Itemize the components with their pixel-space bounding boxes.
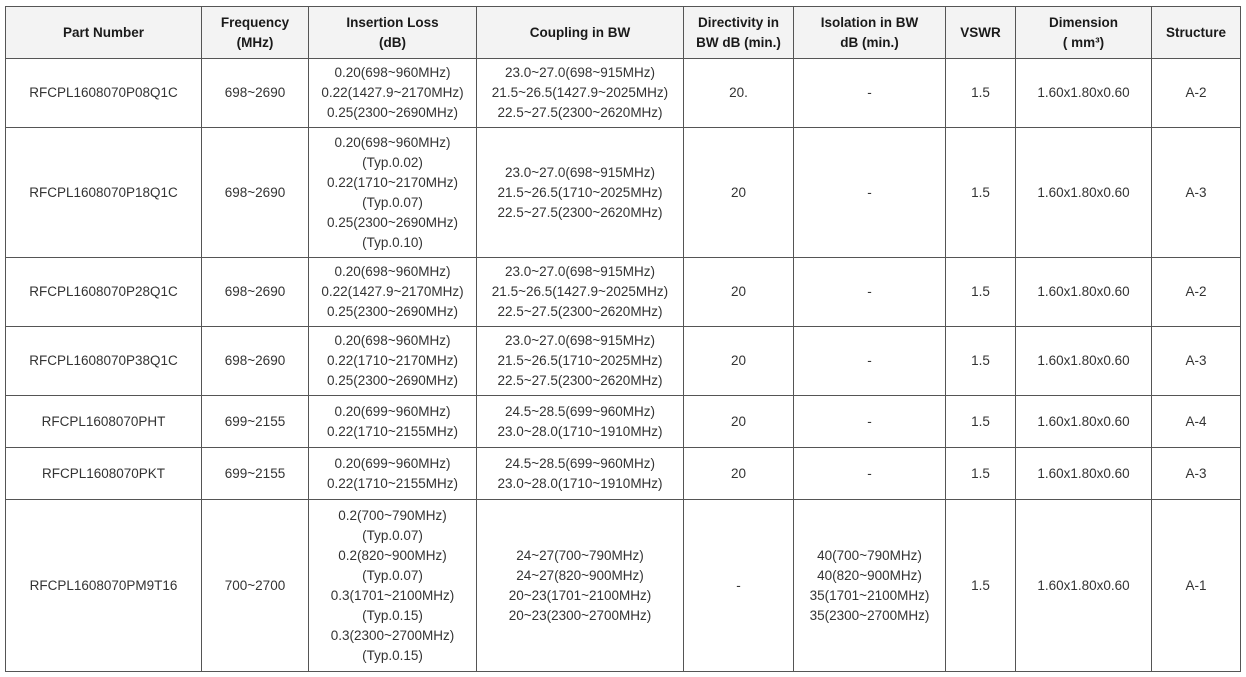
cell-text: 1.60x1.80x0.60 [1037, 413, 1130, 429]
cell-text: 1.60x1.80x0.60 [1037, 85, 1130, 100]
header-text: Isolation in BW [820, 14, 919, 30]
cell-text: 1.60x1.80x0.60 [1037, 353, 1130, 368]
dimension-cell [1016, 128, 1152, 258]
cell-text: 699~2155 [224, 465, 286, 481]
isolation-cell [794, 327, 946, 396]
cell-text: 23.0~27.0(698~915MHz) [504, 333, 656, 348]
header-isolation [794, 7, 946, 59]
cell-text: 22.5~27.5(2300~2620MHz) [497, 373, 663, 388]
cell-text: 699~2155 [224, 413, 286, 429]
header-text: Coupling in BW [529, 24, 631, 40]
cell-text: - [736, 577, 741, 593]
structure-cell [1152, 448, 1241, 500]
header-row [6, 7, 1241, 59]
header-text: VSWR [960, 24, 1001, 40]
insertion-loss-cell [309, 500, 477, 672]
frequency-cell [202, 448, 309, 500]
cell-text: 20 [730, 353, 747, 368]
cell-text: 20 [730, 413, 747, 429]
cell-text: 1.5 [971, 184, 990, 200]
header-text: Directivity in [697, 14, 780, 30]
cell-text: 1.60x1.80x0.60 [1037, 577, 1130, 593]
cell-text: - [867, 85, 872, 100]
spec-table [5, 6, 1241, 672]
directivity-cell [684, 128, 794, 258]
cell-text: 23.0~27.0(698~915MHz) [504, 65, 656, 80]
coupling-cell [477, 448, 684, 500]
header-text: BW dB (min.) [696, 34, 781, 50]
cell-text: 1.5 [971, 465, 990, 481]
coupling-cell [477, 396, 684, 448]
table-row [6, 396, 1241, 448]
insertion-loss-cell [309, 59, 477, 128]
cell-text: 1.5 [971, 284, 990, 299]
cell-text: 20. [729, 85, 748, 100]
cell-text: 23.0~27.0(698~915MHz) [504, 164, 656, 180]
cell-text: (Typ.0.10) [362, 234, 423, 250]
insertion-loss-cell [309, 258, 477, 327]
cell-text: 35(1701~2100MHz) [809, 587, 930, 603]
part-number-cell [6, 448, 202, 500]
cell-text: 698~2690 [224, 85, 286, 100]
part-number-cell [6, 396, 202, 448]
part-number-cell [6, 327, 202, 396]
cell-text: 20~23(2300~2700MHz) [508, 607, 652, 623]
header-part-number [6, 7, 202, 59]
cell-text: 0.25(2300~2690MHz) [327, 304, 458, 319]
cell-text: 0.25(2300~2690MHz) [327, 105, 458, 120]
structure-cell [1152, 396, 1241, 448]
cell-text: A-1 [1185, 577, 1207, 593]
frequency-cell [202, 258, 309, 327]
header-insertion-loss [309, 7, 477, 59]
coupling-cell [477, 258, 684, 327]
part-number-cell [6, 59, 202, 128]
header-text: (MHz) [236, 34, 274, 50]
cell-text: - [867, 353, 872, 368]
cell-text: 21.5~26.5(1710~2025MHz) [497, 184, 663, 200]
cell-text: A-3 [1185, 184, 1207, 200]
cell-text: 698~2690 [224, 284, 286, 299]
dimension-cell [1016, 59, 1152, 128]
isolation-cell [794, 59, 946, 128]
header-dimension [1016, 7, 1152, 59]
structure-cell [1152, 500, 1241, 672]
insertion-loss-cell [309, 396, 477, 448]
cell-text: (Typ.0.02) [362, 154, 423, 170]
coupling-cell [477, 500, 684, 672]
directivity-cell [684, 396, 794, 448]
header-text: Dimension [1048, 14, 1118, 30]
isolation-cell [794, 128, 946, 258]
structure-cell [1152, 327, 1241, 396]
table-row [6, 500, 1241, 672]
vswr-cell [946, 327, 1016, 396]
vswr-cell [946, 396, 1016, 448]
cell-text: 0.22(1710~2170MHz) [327, 353, 458, 368]
vswr-cell [946, 500, 1016, 672]
cell-text: RFCPL1608070P28Q1C [29, 284, 178, 299]
part-number-cell [6, 258, 202, 327]
cell-text: 0.20(698~960MHz) [334, 333, 451, 348]
cell-text: 0.20(699~960MHz) [334, 455, 451, 471]
table-row [6, 448, 1241, 500]
table-row [6, 327, 1241, 396]
dimension-cell [1016, 258, 1152, 327]
cell-text: 21.5~26.5(1427.9~2025MHz) [491, 284, 669, 299]
cell-text: 700~2700 [224, 577, 286, 593]
coupling-cell [477, 327, 684, 396]
cell-text: 1.60x1.80x0.60 [1037, 465, 1130, 481]
cell-text: 0.2(820~900MHz) [338, 547, 447, 563]
header-vswr [946, 7, 1016, 59]
cell-text: 0.22(1427.9~2170MHz) [321, 85, 464, 100]
directivity-cell [684, 448, 794, 500]
table-body [6, 59, 1241, 672]
cell-text: 0.20(698~960MHz) [334, 65, 451, 80]
cell-text: A-2 [1185, 85, 1207, 100]
cell-text: 24.5~28.5(699~960MHz) [504, 455, 656, 471]
isolation-cell [794, 500, 946, 672]
cell-text: 20 [730, 465, 747, 481]
cell-text: (Typ.0.07) [362, 194, 423, 210]
cell-text: 21.5~26.5(1710~2025MHz) [497, 353, 663, 368]
cell-text: 22.5~27.5(2300~2620MHz) [497, 204, 663, 220]
cell-text: 20 [730, 284, 747, 299]
structure-cell [1152, 59, 1241, 128]
vswr-cell [946, 448, 1016, 500]
coupling-cell [477, 59, 684, 128]
dimension-cell [1016, 327, 1152, 396]
vswr-cell [946, 128, 1016, 258]
structure-cell [1152, 258, 1241, 327]
cell-text: 24~27(820~900MHz) [516, 567, 644, 583]
cell-text: RFCPL1608070P18Q1C [29, 184, 178, 200]
cell-text: 20 [730, 184, 747, 200]
isolation-cell [794, 396, 946, 448]
header-text: Structure [1165, 24, 1226, 40]
cell-text: 35(2300~2700MHz) [809, 607, 930, 623]
table-row [6, 128, 1241, 258]
cell-text: - [867, 284, 872, 299]
cell-text: (Typ.0.15) [362, 647, 423, 663]
frequency-cell [202, 500, 309, 672]
dimension-cell [1016, 448, 1152, 500]
insertion-loss-cell [309, 448, 477, 500]
header-coupling [477, 7, 684, 59]
part-number-cell [6, 500, 202, 672]
header-text: dB (min.) [840, 34, 899, 50]
cell-text: 1.60x1.80x0.60 [1037, 284, 1130, 299]
cell-text: 0.3(1701~2100MHz) [330, 587, 455, 603]
cell-text: 0.22(1427.9~2170MHz) [321, 284, 464, 299]
cell-text: 24~27(700~790MHz) [516, 547, 644, 563]
vswr-cell [946, 59, 1016, 128]
cell-text: (Typ.0.07) [362, 527, 423, 543]
cell-text: A-3 [1185, 465, 1207, 481]
cell-text: 1.5 [971, 353, 990, 368]
cell-text: 23.0~27.0(698~915MHz) [504, 264, 656, 279]
cell-text: 24.5~28.5(699~960MHz) [504, 403, 656, 419]
cell-text: - [867, 184, 872, 200]
frequency-cell [202, 396, 309, 448]
cell-text: 0.3(2300~2700MHz) [330, 627, 455, 643]
directivity-cell [684, 500, 794, 672]
cell-text: 0.22(1710~2155MHz) [327, 423, 458, 439]
cell-text: 22.5~27.5(2300~2620MHz) [497, 105, 663, 120]
cell-text: - [867, 465, 872, 481]
cell-text: RFCPL1608070PKT [41, 465, 166, 481]
frequency-cell [202, 128, 309, 258]
directivity-cell [684, 59, 794, 128]
cell-text: 0.20(698~960MHz) [334, 264, 451, 279]
cell-text: 40(820~900MHz) [817, 567, 922, 583]
cell-text: 1.5 [971, 413, 990, 429]
cell-text: RFCPL1608070P08Q1C [29, 85, 178, 100]
cell-text: 0.2(700~790MHz) [338, 507, 447, 523]
dimension-cell [1016, 500, 1152, 672]
cell-text: - [867, 413, 872, 429]
cell-text: 0.20(699~960MHz) [334, 403, 451, 419]
dimension-cell [1016, 396, 1152, 448]
cell-text: 23.0~28.0(1710~1910MHz) [497, 475, 663, 491]
cell-text: 1.60x1.80x0.60 [1037, 184, 1130, 200]
cell-text: A-3 [1185, 353, 1207, 368]
cell-text: (Typ.0.15) [362, 607, 423, 623]
cell-text: 1.5 [971, 577, 990, 593]
cell-text: (Typ.0.07) [362, 567, 423, 583]
cell-text: RFCPL1608070PHT [41, 413, 166, 429]
cell-text: RFCPL1608070P38Q1C [29, 353, 178, 368]
cell-text: RFCPL1608070PM9T16 [29, 577, 178, 593]
cell-text: 0.25(2300~2690MHz) [327, 373, 458, 388]
cell-text: 40(700~790MHz) [817, 547, 922, 563]
header-text: (dB) [379, 34, 406, 50]
structure-cell [1152, 128, 1241, 258]
header-text: Part Number [62, 24, 145, 40]
frequency-cell [202, 59, 309, 128]
cell-text: 0.25(2300~2690MHz) [327, 214, 458, 230]
vswr-cell [946, 258, 1016, 327]
coupling-cell [477, 128, 684, 258]
part-number-cell [6, 128, 202, 258]
frequency-cell [202, 327, 309, 396]
header-text: Insertion Loss [346, 14, 439, 30]
cell-text: 0.22(1710~2155MHz) [327, 475, 458, 491]
table-row [6, 59, 1241, 128]
cell-text: 20~23(1701~2100MHz) [508, 587, 652, 603]
cell-text: 23.0~28.0(1710~1910MHz) [497, 423, 663, 439]
cell-text: 1.5 [971, 85, 990, 100]
cell-text: A-2 [1185, 284, 1207, 299]
cell-text: 0.22(1710~2170MHz) [327, 174, 458, 190]
directivity-cell [684, 258, 794, 327]
cell-text: 698~2690 [224, 353, 286, 368]
cell-text: A-4 [1185, 413, 1207, 429]
insertion-loss-cell [309, 327, 477, 396]
cell-text: 698~2690 [224, 184, 286, 200]
directivity-cell [684, 327, 794, 396]
header-text: ( mm³) [1062, 34, 1105, 50]
cell-text: 22.5~27.5(2300~2620MHz) [497, 304, 663, 319]
header-structure [1152, 7, 1241, 59]
header-frequency [202, 7, 309, 59]
table-row [6, 258, 1241, 327]
header-directivity [684, 7, 794, 59]
insertion-loss-cell [309, 128, 477, 258]
isolation-cell [794, 448, 946, 500]
header-text: Frequency [220, 14, 290, 30]
cell-text: 0.20(698~960MHz) [334, 134, 451, 150]
isolation-cell [794, 258, 946, 327]
cell-text: 21.5~26.5(1427.9~2025MHz) [491, 85, 669, 100]
